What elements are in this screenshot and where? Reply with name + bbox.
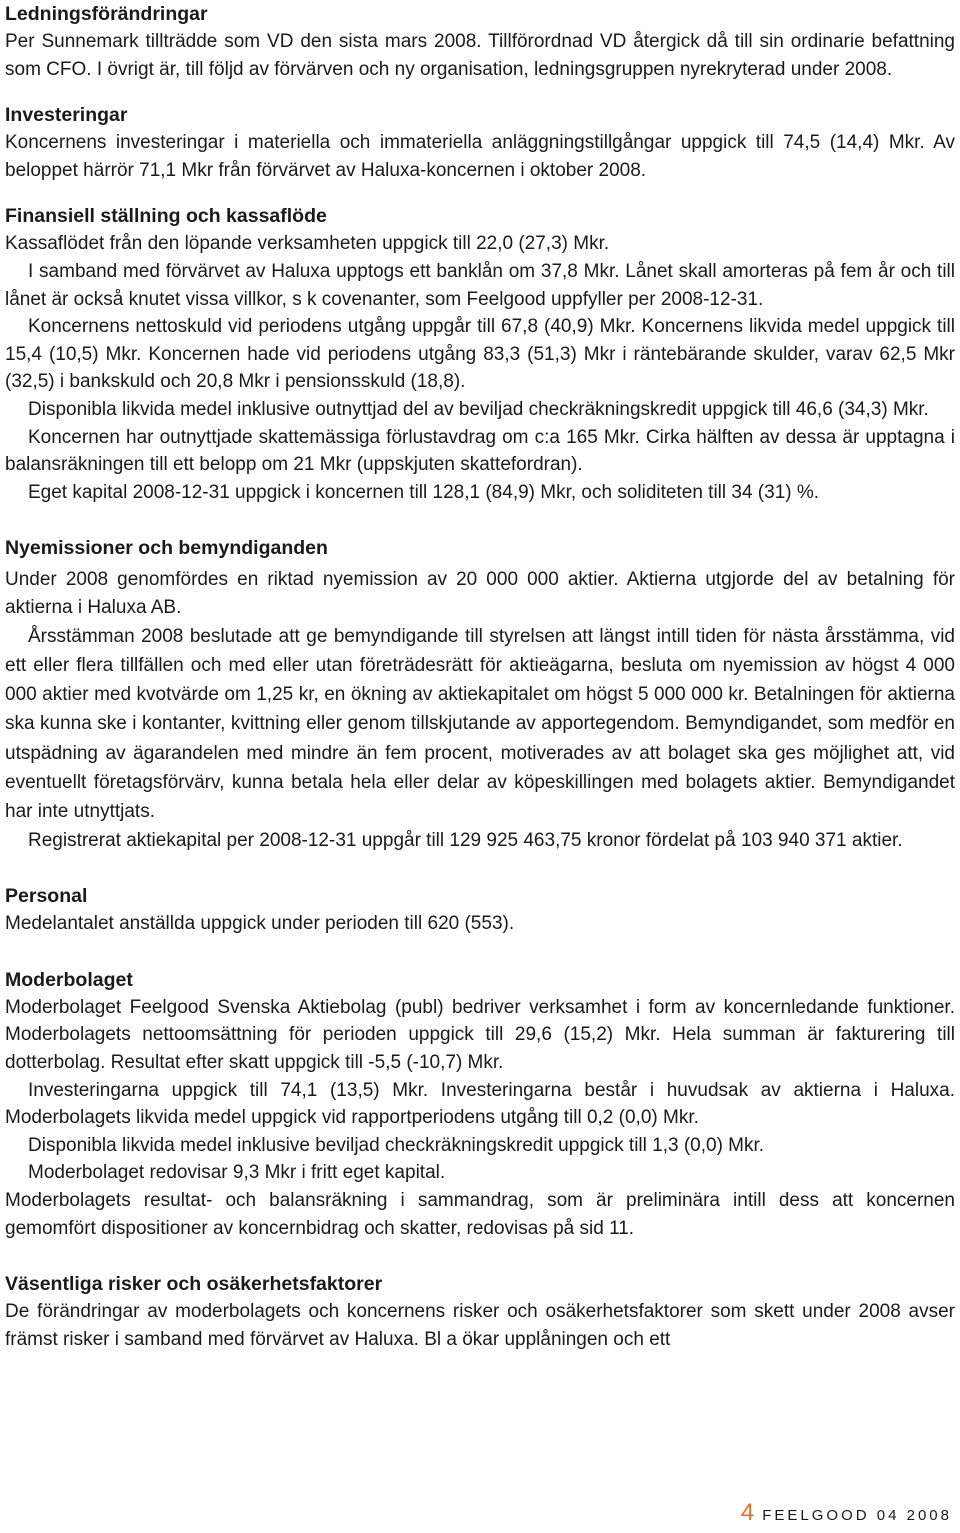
paragraph: Moderbolaget Feelgood Svenska Aktiebolag (publ) bedriver verksamhet i form av koncernledande funktioner. Moderbolagets nettoomsättning för perioden uppgick till 29,6 (15,2) Mkr. Hela summan är fakturering till dotterbolag. Resultat efter skatt uppgick till -5,5 (-10,7) Mkr. [5, 996, 955, 1073]
section-heading: Moderbolaget [5, 968, 133, 991]
section-investeringar [5, 101, 955, 184]
paragraph: Kassaflödet från den löpande verksamheten uppgick till 22,0 (27,3) Mkr. [5, 233, 610, 255]
paragraph: Årsstämman 2008 beslutade att ge bemyndigande till styrelsen att längst intill tiden för nästa årsstämma, vid ett eller flera tillfällen och med eller utan företrädesrätt för aktieägarna, besluta om nyemission av högst 4 000 000 aktier med kvotvärde om 1,25 kr, en ökning av aktiekapitalet om högst 5 000 000 kr. Betalningen för aktierna ska kunna ske i kontanter, kvittning eller genom tillskjutande av apportegendom. Bemyndigandet, som medför en utspädning av ägarandelen med mindre än fem procent, motiverades av att bolaget ska ges möjlighet att, vid eventuellt företagsförvärv, kunna betala hela eller delar av köpeskillingen med bolagets aktier. Bemyndigandet har inte utnyttjats. [5, 625, 955, 823]
paragraph: Under 2008 genomfördes en riktad nyemission av 20 000 000 aktier. Aktierna utgjorde del av betalning för aktierna i Haluxa AB. [5, 569, 955, 618]
paragraph: Eget kapital 2008-12-31 uppgick i koncernen till 128,1 (84,9) Mkr, och soliditeten till 34 (31) %. [28, 481, 820, 503]
page-footer [741, 1499, 952, 1527]
paragraph: Moderbolagets resultat- och balansräkning i sammandrag, som är preliminära intill dess att koncernen gemomfört dispositioner av koncernbidrag och skatter, redovisas på sid 11. [5, 1189, 955, 1239]
paragraph: Disponibla likvida medel inklusive outnyttjad del av beviljad checkräkningskredit uppgick till 46,6 (34,3) Mkr. [28, 398, 929, 420]
footer-label: FEELGOOD 04 2008 [762, 1507, 952, 1524]
section-heading: Nyemissioner och bemyndiganden [5, 537, 328, 560]
section-heading: Finansiell ställning och kassaflöde [5, 205, 327, 228]
paragraph: Registrerat aktiekapital per 2008-12-31 uppgår till 129 925 463,75 kronor fördelat på 103 940 371 aktier. [28, 829, 903, 851]
paragraph: Disponibla likvida medel inklusive beviljad checkräkningskredit uppgick till 1,3 (0,0) Mkr. [28, 1134, 765, 1156]
section-finansiell-stallning [5, 202, 955, 506]
paragraph: Investeringarna uppgick till 74,1 (13,5) Mkr. Investeringarna består i huvudsak av aktierna i Haluxa. Moderbolagets likvida medel uppgick vid rapportperiodens utgång till 0,2 (0,0) Mkr. [5, 1079, 955, 1129]
paragraph: I samband med förvärvet av Haluxa upptogs ett banklån om 37,8 Mkr. Lånet skall amorteras på fem år och till lånet är också knutet vissa villkor, s k covenanter, som Feelgood uppfyller per 2008-12-31. [5, 260, 955, 310]
section-risker [5, 1270, 955, 1353]
document-page [5, 0, 955, 1353]
section-ledningsforandringar [5, 0, 955, 83]
paragraph: Koncernens nettoskuld vid periodens utgång uppgår till 67,8 (40,9) Mkr. Koncernens likvida medel uppgick till 15,4 (10,5) Mkr. Koncernen hade vid periodens utgång 83,3 (51,3) Mkr i räntebärande skulder, varav 62,5 Mkr (32,5) i bankskuld och 20,8 Mkr i pensionsskuld (18,8). [5, 316, 955, 393]
paragraph: Koncernen har outnyttjade skattemässiga förlustavdrag om c:a 165 Mkr. Cirka hälften av dessa är upptagna i balansräkningen till ett belopp om 21 Mkr (uppskjuten skattefordran). [5, 426, 955, 476]
section-heading: Personal [5, 885, 88, 908]
section-personal [5, 882, 955, 938]
section-heading: Investeringar [5, 104, 128, 127]
paragraph: De förändringar av moderbolagets och koncernens risker och osäkerhetsfaktorer som skett under 2008 avser främst risker i samband med förvärvet av Haluxa. Bl a ökar upplåningen och ett [5, 1301, 955, 1350]
section-nyemissioner [5, 534, 955, 854]
section-moderbolaget [5, 966, 955, 1242]
paragraph: Medelantalet anställda uppgick under perioden till 620 (553). [5, 913, 515, 935]
section-heading: Ledningsförändringar [5, 3, 208, 25]
page-number: 4 [740, 1499, 755, 1526]
paragraph: Koncernens investeringar i materiella och immateriella anläggningstillgångar uppgick till 74,5 (14,4) Mkr. Av beloppet härrör 71,1 Mkr från förvärvet av Haluxa-koncernen i oktober 2008. [5, 132, 955, 181]
section-heading: Väsentliga risker och osäkerhetsfaktorer [5, 1273, 383, 1296]
paragraph: Per Sunnemark tillträdde som VD den sista mars 2008. Tillförordnad VD återgick då till sin ordinarie befattning som CFO. I övrigt är, till följd av förvärven och ny organisation, ledningsgruppen nyrekryterad under 2008. [5, 31, 955, 80]
paragraph: Moderbolaget redovisar 9,3 Mkr i fritt eget kapital. [28, 1162, 446, 1184]
